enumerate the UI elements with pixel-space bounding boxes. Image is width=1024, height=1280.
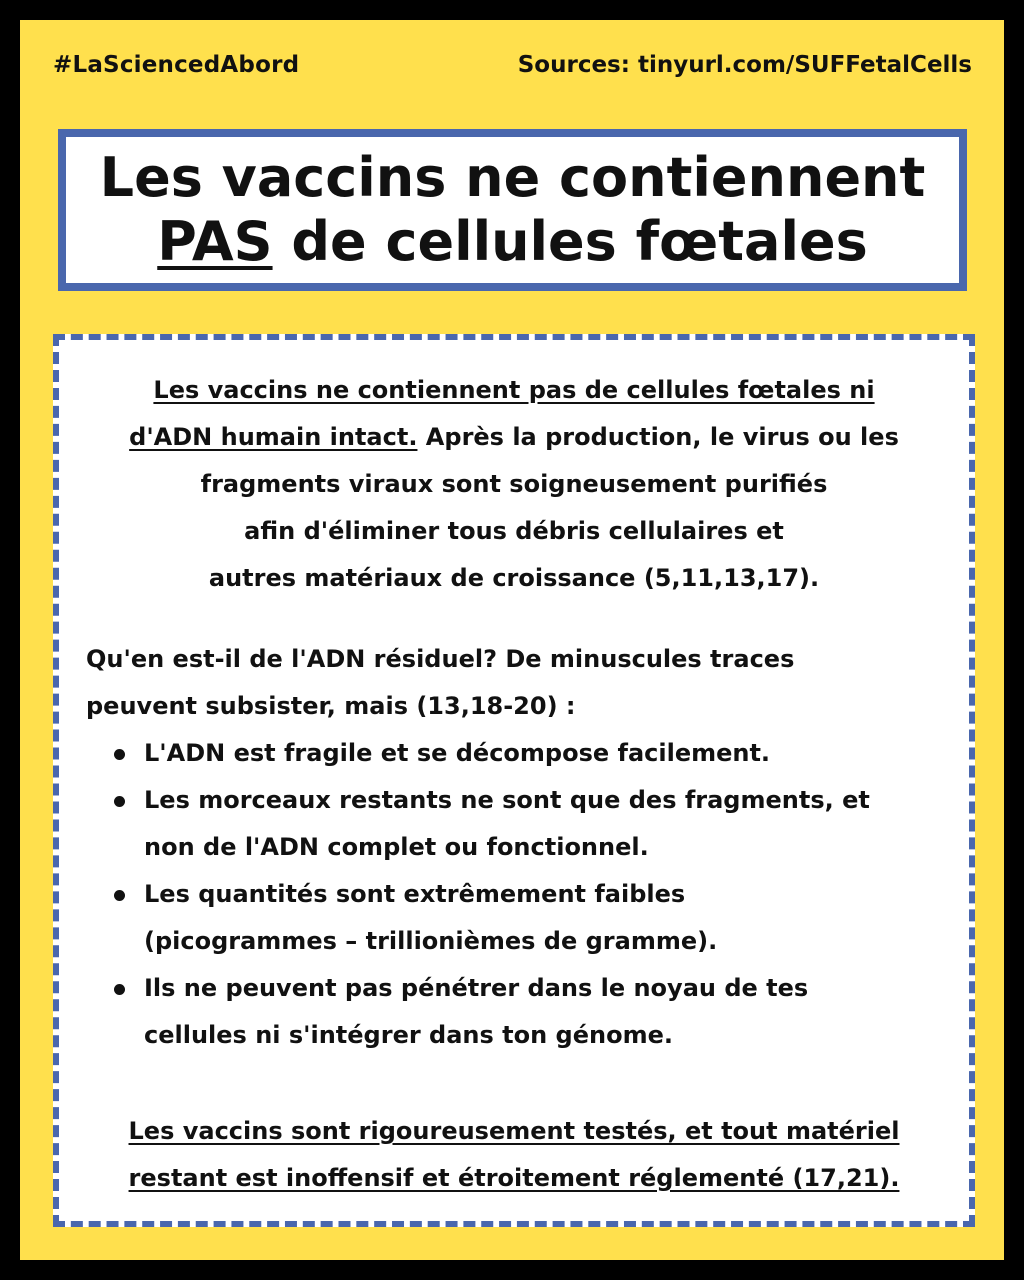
- bullet-dot-icon: [114, 749, 125, 760]
- sources-link: Sources: tinyurl.com/SUFFetalCells: [517, 52, 972, 78]
- bullet-item: [86, 777, 946, 871]
- intro-underlined-1: Les vaccins ne contiennent pas de cellules fœtales ni: [153, 376, 875, 404]
- closing-paragraph: [79, 1108, 949, 1202]
- title-line-2: [157, 210, 867, 274]
- hashtag: #LaSciencedAbord: [53, 52, 300, 78]
- title-line-1: Les vaccins ne contiennent: [99, 146, 926, 209]
- bullet-line-2: non de l'ADN complet ou fonctionnel.: [144, 833, 649, 861]
- intro-line-5: autres matériaux de croissance (5,11,13,17).: [208, 564, 820, 592]
- content-box: [53, 334, 975, 1227]
- bullet-item: [86, 965, 946, 1059]
- closing-line-1: Les vaccins sont rigoureusement testés, et tout matériel: [128, 1117, 900, 1145]
- bullet-dot-icon: [114, 796, 125, 807]
- bullet-item: [86, 730, 946, 777]
- title-line-2-rest: de cellules fœtales: [272, 210, 868, 273]
- closing-line-2: restant est inoffensif et étroitement réglementé (17,21).: [128, 1164, 900, 1192]
- bullet-line-1: Les quantités sont extrêmement faibles: [144, 880, 686, 908]
- bullet-list: [86, 730, 946, 1059]
- intro-paragraph: [89, 367, 939, 602]
- bullet-line-1: Ils ne peuvent pas pénétrer dans le noyau de tes: [144, 974, 809, 1002]
- bullet-dot-icon: [114, 984, 125, 995]
- bullet-line-2: cellules ni s'intégrer dans ton génome.: [144, 1021, 673, 1049]
- title-emphasis: PAS: [157, 210, 273, 273]
- title-box: [58, 129, 967, 291]
- intro-line-3: fragments viraux sont soigneusement purifiés: [200, 470, 828, 498]
- intro-line-4: afin d'éliminer tous débris cellulaires et: [244, 517, 784, 545]
- intro-underlined-2: d'ADN humain intact.: [129, 423, 418, 451]
- bullet-dot-icon: [114, 890, 125, 901]
- intro-line-2-rest: Après la production, le virus ou les: [417, 423, 899, 451]
- bullet-line-1: L'ADN est fragile et se décompose facilement.: [144, 739, 771, 767]
- bullet-item: [86, 871, 946, 965]
- bullet-line-1: Les morceaux restants ne sont que des fragments, et: [144, 786, 870, 814]
- question-line-1: Qu'en est-il de l'ADN résiduel? De minuscules traces: [86, 645, 795, 673]
- question-paragraph: [86, 636, 946, 730]
- question-line-2: peuvent subsister, mais (13,18-20) :: [86, 692, 576, 720]
- bullet-line-2: (picogrammes – trillionièmes de gramme).: [144, 927, 718, 955]
